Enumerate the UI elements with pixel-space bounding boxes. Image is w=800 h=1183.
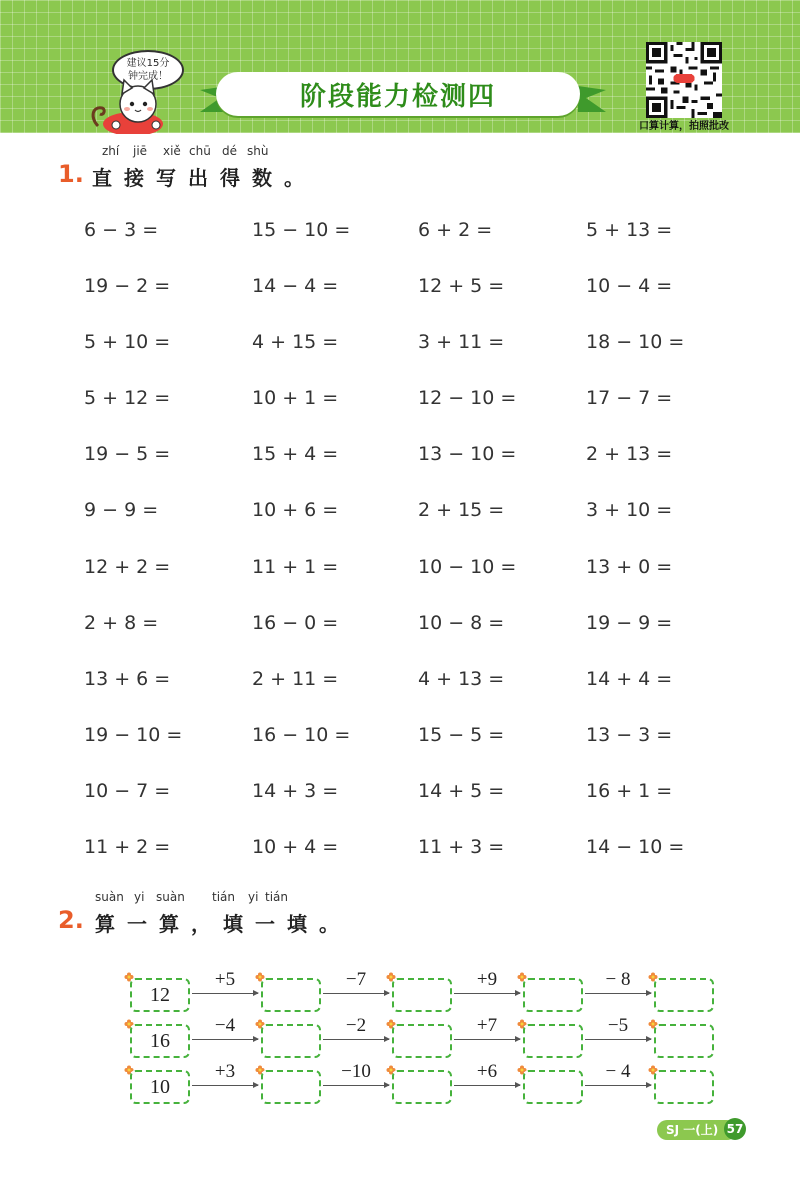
pinyin-syllable: shù (247, 144, 269, 158)
problem: 9 − 9 = (84, 499, 159, 522)
problem: 14 + 3 = (252, 779, 339, 802)
problem-grid (84, 214, 724, 887)
section2-number: 2. (58, 906, 84, 934)
answer-box[interactable] (261, 978, 321, 1012)
problem: 15 − 5 = (418, 723, 505, 746)
section1-pinyin (102, 144, 302, 158)
arrow-icon (192, 1085, 258, 1086)
problem: 2 + 8 = (84, 611, 159, 634)
problem: 15 − 10 = (252, 219, 351, 241)
flower-icon (517, 1014, 527, 1024)
problem: 14 − 4 = (252, 275, 339, 298)
problem: 19 − 2 = (84, 275, 171, 298)
start-value-box: 16 (130, 1024, 190, 1058)
problem: 12 + 2 = (84, 555, 171, 578)
pinyin-syllable: tián (212, 890, 235, 904)
cat-mascot-icon (88, 78, 178, 134)
problem: 12 − 10 = (418, 387, 517, 410)
operation-label: +3 (214, 1061, 236, 1082)
operation-label: +7 (476, 1015, 498, 1036)
arrow-icon (192, 993, 258, 994)
arrow-icon (454, 1039, 520, 1040)
operation-label: −7 (345, 969, 367, 990)
section2-title: 算一算，填一填。 (95, 912, 351, 936)
arrow-icon (323, 1085, 389, 1086)
flower-icon (648, 1060, 658, 1070)
problem: 14 − 10 = (586, 836, 685, 859)
problem: 10 + 4 = (252, 836, 339, 859)
problem: 10 − 8 = (418, 611, 505, 634)
operation-label: +5 (214, 969, 236, 990)
title-box (216, 72, 580, 116)
problem: 2 + 13 = (586, 443, 673, 466)
problem: 13 + 6 = (84, 667, 171, 690)
flower-icon (386, 1014, 396, 1024)
flower-icon (648, 967, 658, 977)
section1-number: 1. (58, 160, 84, 188)
flower-icon (517, 1060, 527, 1070)
flower-icon (648, 1014, 658, 1024)
flower-icon (124, 967, 134, 977)
pinyin-syllable: yi (248, 890, 259, 904)
qr-caption: 口算计算，拍照批改 (639, 121, 729, 132)
pinyin-syllable: suàn (156, 890, 185, 904)
pinyin-syllable: xiě (163, 144, 181, 158)
start-value-box: 10 (130, 1070, 190, 1104)
problem: 14 + 4 = (586, 667, 673, 690)
problem: 3 + 11 = (418, 331, 505, 354)
problem: 16 − 10 = (252, 723, 351, 746)
problem: 13 − 10 = (418, 443, 517, 466)
flower-icon (255, 1014, 265, 1024)
bubble-text: 建议15分钟完成！ (126, 58, 170, 82)
operation-label: −5 (607, 1015, 629, 1036)
problem: 5 + 12 = (84, 387, 171, 410)
problem: 19 − 9 = (586, 611, 673, 634)
arrow-icon (323, 1039, 389, 1040)
arrow-icon (585, 1085, 651, 1086)
arrow-icon (454, 1085, 520, 1086)
flower-icon (124, 1014, 134, 1024)
problem: 10 − 7 = (84, 779, 171, 802)
problem: 10 + 6 = (252, 499, 339, 522)
page-number: 57 (724, 1118, 746, 1140)
pinyin-syllable: chū (189, 144, 211, 158)
problem: 4 + 15 = (252, 331, 339, 354)
problem: 11 + 3 = (418, 836, 505, 859)
pinyin-syllable: dé (222, 144, 237, 158)
flower-icon (517, 967, 527, 977)
problem: 10 − 4 = (586, 275, 673, 298)
problem: 19 − 10 = (84, 723, 183, 746)
problem: 12 + 5 = (418, 275, 505, 298)
operation-label: −4 (214, 1015, 236, 1036)
section2-pinyin (95, 890, 335, 904)
footer-label: SJ 一(上) (666, 1123, 719, 1137)
problem: 10 − 10 = (418, 555, 517, 578)
problem: 14 + 5 = (418, 779, 505, 802)
flower-icon (255, 967, 265, 977)
arrow-icon (454, 993, 520, 994)
start-value-box: 12 (130, 978, 190, 1012)
problem: 2 + 15 = (418, 499, 505, 522)
problem: 18 − 10 = (586, 331, 685, 354)
operation-label: +6 (476, 1061, 498, 1082)
problem: 13 − 3 = (586, 723, 673, 746)
answer-box[interactable] (654, 978, 714, 1012)
arrow-icon (192, 1039, 258, 1040)
operation-label: − 8 (605, 969, 631, 990)
operation-label: − 4 (605, 1061, 631, 1082)
answer-box[interactable] (392, 1024, 452, 1058)
answer-box[interactable] (523, 1070, 583, 1104)
problem: 3 + 10 = (586, 499, 673, 522)
arrow-icon (585, 1039, 651, 1040)
flower-icon (386, 967, 396, 977)
flower-icon (255, 1060, 265, 1070)
arrow-icon (585, 993, 651, 994)
problem: 5 + 13 = (586, 219, 673, 241)
flower-icon (386, 1060, 396, 1070)
arrow-icon (323, 993, 389, 994)
problem: 5 + 10 = (84, 331, 171, 354)
problem: 6 + 2 = (418, 219, 493, 241)
problem: 11 + 1 = (252, 555, 339, 578)
problem: 17 − 7 = (586, 387, 673, 410)
answer-box[interactable] (392, 1070, 452, 1104)
problem: 15 + 4 = (252, 443, 339, 466)
operation-label: −2 (345, 1015, 367, 1036)
answer-box[interactable] (523, 1024, 583, 1058)
answer-box[interactable] (654, 1070, 714, 1104)
pinyin-syllable: zhí (102, 144, 120, 158)
problem: 16 − 0 = (252, 611, 339, 634)
page-title: 阶段能力检测四 (299, 81, 496, 112)
answer-box[interactable] (261, 1070, 321, 1104)
header-banner (0, 0, 800, 133)
section1-title: 直接写出得数。 (92, 166, 316, 190)
pinyin-syllable: yi (134, 890, 145, 904)
answer-box[interactable] (523, 978, 583, 1012)
problem: 11 + 2 = (84, 836, 171, 859)
operation-label: −10 (341, 1061, 371, 1082)
operation-label: +9 (476, 969, 498, 990)
problem: 6 − 3 = (84, 219, 159, 241)
problem: 4 + 13 = (418, 667, 505, 690)
pinyin-syllable: tián (265, 890, 288, 904)
pinyin-syllable: suàn (95, 890, 124, 904)
flower-icon (124, 1060, 134, 1070)
problem: 19 − 5 = (84, 443, 171, 466)
answer-box[interactable] (392, 978, 452, 1012)
problem: 13 + 0 = (586, 555, 673, 578)
problem: 10 + 1 = (252, 387, 339, 410)
pinyin-syllable: jiē (133, 144, 148, 158)
answer-box[interactable] (654, 1024, 714, 1058)
answer-box[interactable] (261, 1024, 321, 1058)
number-chains (116, 962, 726, 1112)
qr-code-icon[interactable] (646, 42, 722, 118)
problem: 2 + 11 = (252, 667, 339, 690)
problem: 16 + 1 = (586, 779, 673, 802)
